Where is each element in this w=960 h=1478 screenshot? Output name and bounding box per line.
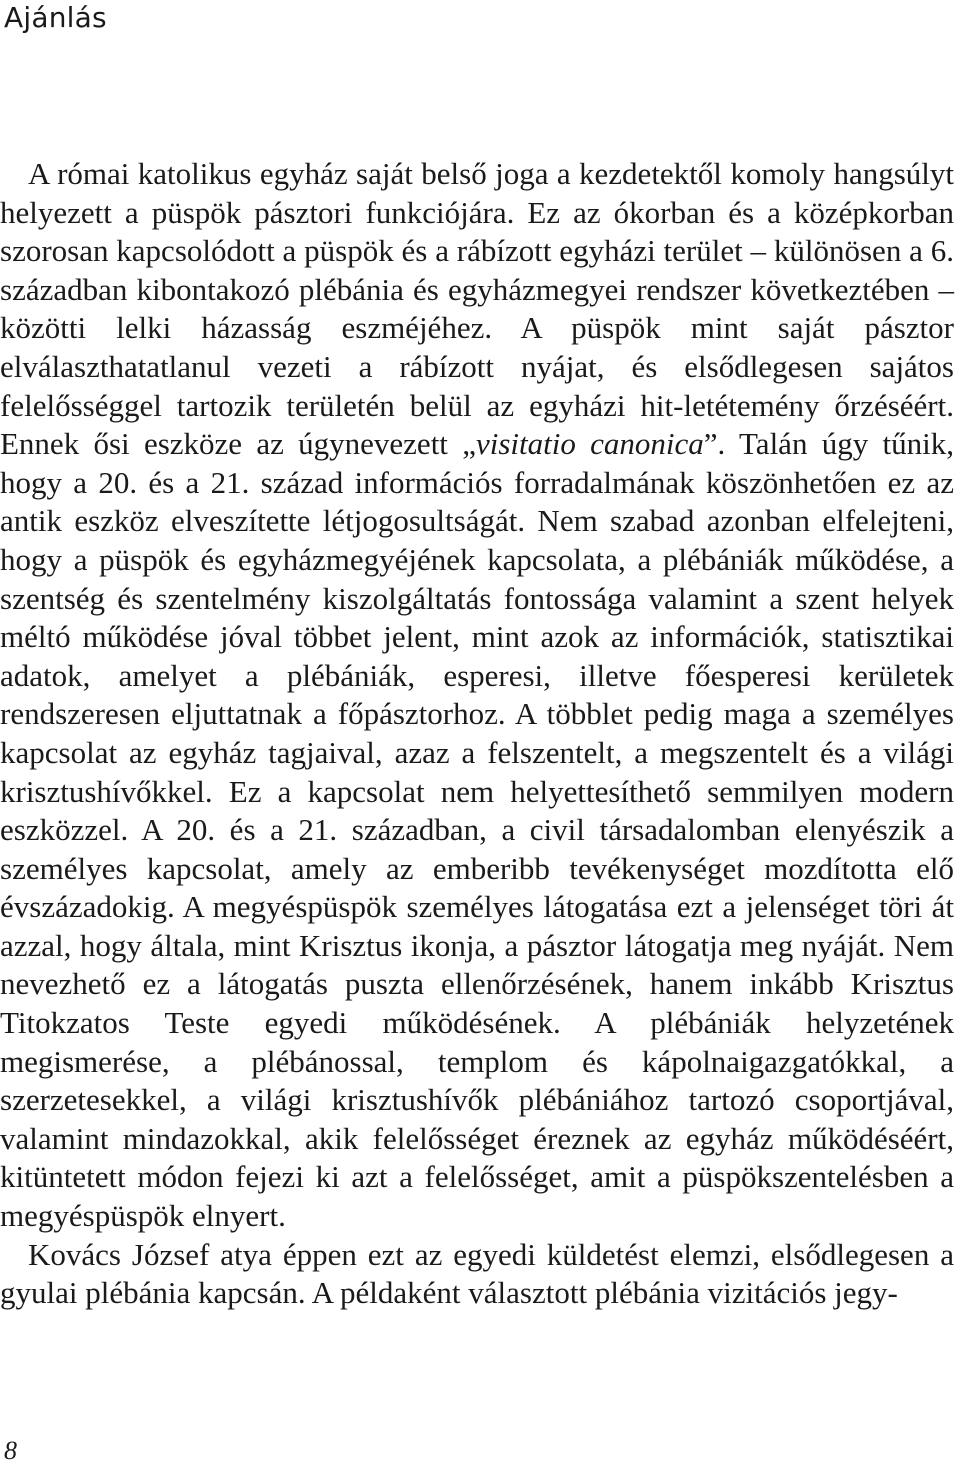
paragraph-1-text-after-italic: ”. Talán úgy tűnik, hogy a 20. és a 21. század információs forradalmának köszönhetően ez az antik eszköz elveszítette létjogosultságát. Nem szabad azonban elfelejteni, hogy a püspök és egyházmegyéjének kapcsolata, a plébániák működése, a szentség és szentelmény kiszolgáltatás fontossága valamint a szent helyek méltó működése jóval többet jelent, mint azok az információk, statisztikai adatok, amelyet a plébániák, esperesi, illetve főesperesi kerületek rendszeresen eljuttatnak a főpásztorhoz. A többlet pedig maga a személyes kapcsolat az egyház tagjaival, azaz a felszentelt, a megszentelt és a világi krisztushívőkkel. Ez a kapcsolat nem helyettesíthető semmilyen modern eszközzel. A 20. és a 21. században, a civil társadalomban elenyészik a személyes kapcsolat, amely az emberibb tevékenységet mozdította elő évszázadokig. A megyéspüspök személyes látogatása ezt a jelenséget töri át azzal, hogy általa, mint Krisztus ikonja, a pásztor látogatja meg nyáját. Nem nevezhető ez a látogatás puszta ellenőrzésének, hanem inkább Krisztus Titokzatos Teste egyedi működésének. A plébániák helyzetének megismerése, a plébánossal, templom és kápolnaigazgatókkal, a szerzetesekkel, a világi krisztushívők plébániához tartozó csoportjával, valamint mindazokkal, akik felelősséget éreznek az egyház működéséért, kitüntetett módon fejezi ki azt a felelősséget, amit a püspökszentelésben a megyéspüspök elnyert. xyxy=(0,426,954,1234)
page-heading: Ajánlás xyxy=(4,1,107,34)
page-number: 8 xyxy=(4,1436,17,1465)
paragraph-1 xyxy=(0,155,954,1236)
paragraph-2: Kovács József atya éppen ezt az egyedi küldetést elemzi, elsődlegesen a gyulai plébánia kapcsán. A példaként választott plébánia vizitációs jegy- xyxy=(0,1236,954,1311)
paragraph-1-text-before-italic: A római katolikus egyház saját belső joga a kezdetektől komoly hangsúlyt helyezett a püspök pásztori funkciójára. Ez az ókorban és a középkorban szorosan kapcsolódott a püspök és a rábízott egyházi terület – különösen a 6. században kibontakozó plébánia és egyházmegyei rendszer következtében – közötti lelki házasság eszméjéhez. A püspök mint saját pásztor elválaszthatatlanul vezeti a rábízott nyájat, és elsődlegesen sajátos felelősséggel tartozik területén belül az egyházi hit-letétemény őrzéséért. Ennek ősi eszköze az úgynevezett „ xyxy=(0,156,954,462)
body-text xyxy=(0,155,954,1313)
italic-term-visitatio-canonica: visitatio canonica xyxy=(475,426,704,462)
